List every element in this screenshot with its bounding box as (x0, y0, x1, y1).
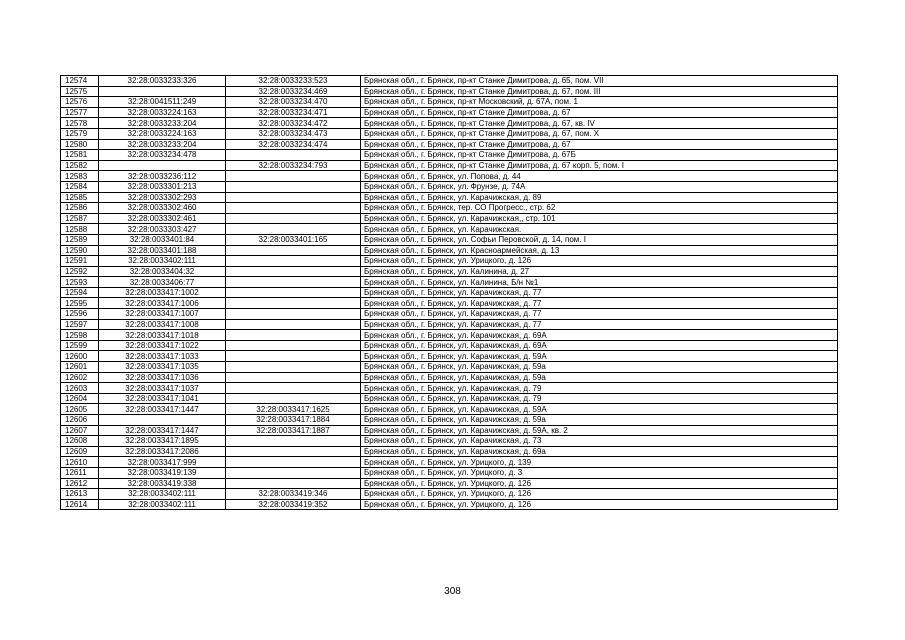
row-number-cell: 12577 (61, 107, 99, 118)
cadastral-number-cell: 32:28:0033406:77 (99, 277, 226, 288)
cadastral-table (60, 75, 838, 510)
cadastral-number-cell: 32:28:0033417:1447 (99, 425, 226, 436)
table-row (61, 340, 838, 351)
table-row (61, 330, 838, 341)
object-cadastral-number-cell (226, 266, 361, 277)
cadastral-number-cell: 32:28:0033224:163 (99, 128, 226, 139)
row-number-cell: 12596 (61, 309, 99, 320)
address-cell: Брянская обл., г. Брянск, ул. Карачижская, д. 77 (361, 319, 838, 330)
address-cell: Брянская обл., г. Брянск, ул. Карачижская, д. 73 (361, 436, 838, 447)
row-number-cell: 12613 (61, 489, 99, 500)
address-cell: Брянская обл., г. Брянск, ул. Карачижская, д. 59а (361, 362, 838, 373)
address-cell: Брянская обл., г. Брянск, ул. Урицкого, д. 126 (361, 499, 838, 510)
cadastral-number-cell: 32:28:0033301:213 (99, 181, 226, 192)
table-row (61, 266, 838, 277)
cadastral-number-cell: 32:28:0033233:204 (99, 139, 226, 150)
address-cell: Брянская обл., г. Брянск, ул. Урицкого, д. 126 (361, 489, 838, 500)
cadastral-number-cell: 32:28:0033417:1008 (99, 319, 226, 330)
object-cadastral-number-cell (226, 330, 361, 341)
table-row (61, 192, 838, 203)
row-number-cell: 12592 (61, 266, 99, 277)
table-row (61, 256, 838, 267)
address-cell: Брянская обл., г. Брянск, ул. Карачижская, д. 59А (361, 351, 838, 362)
cadastral-number-cell: 32:28:0033417:1022 (99, 340, 226, 351)
cadastral-number-cell: 32:28:0033302:460 (99, 203, 226, 214)
object-cadastral-number-cell: 32:28:0033234:474 (226, 139, 361, 150)
cadastral-number-cell: 32:28:0033417:1018 (99, 330, 226, 341)
row-number-cell: 12584 (61, 181, 99, 192)
address-cell: Брянская обл., г. Брянск, ул. Карачижская, д. 77 (361, 309, 838, 320)
row-number-cell: 12591 (61, 256, 99, 267)
row-number-cell: 12603 (61, 383, 99, 394)
table-row (61, 383, 838, 394)
row-number-cell: 12578 (61, 118, 99, 129)
address-cell: Брянская обл., г. Брянск, ул. Карачижская, д. 59А (361, 404, 838, 415)
address-cell: Брянская обл., г. Брянск, пр-кт Станке Димитрова, д. 67 корп. 5, пом. I (361, 160, 838, 171)
table-row (61, 107, 838, 118)
cadastral-number-cell (99, 160, 226, 171)
object-cadastral-number-cell (226, 372, 361, 383)
table-row (61, 287, 838, 298)
table-row (61, 171, 838, 182)
object-cadastral-number-cell (226, 298, 361, 309)
row-number-cell: 12599 (61, 340, 99, 351)
cadastral-number-cell: 32:28:0033303:427 (99, 224, 226, 235)
cadastral-number-cell: 32:28:0033401:84 (99, 234, 226, 245)
page-number: 308 (444, 586, 461, 597)
row-number-cell: 12614 (61, 499, 99, 510)
object-cadastral-number-cell (226, 478, 361, 489)
cadastral-number-cell: 32:28:0033401:188 (99, 245, 226, 256)
table-row (61, 362, 838, 373)
cadastral-number-cell (99, 415, 226, 426)
row-number-cell: 12598 (61, 330, 99, 341)
object-cadastral-number-cell: 32:28:0033401:165 (226, 234, 361, 245)
cadastral-number-cell: 32:28:0033417:1007 (99, 309, 226, 320)
object-cadastral-number-cell: 32:28:0033234:470 (226, 97, 361, 108)
cadastral-number-cell: 32:28:0033417:2086 (99, 446, 226, 457)
address-cell: Брянская обл., г. Брянск, ул. Карачижская, д. 59А, кв. 2 (361, 425, 838, 436)
table-row (61, 499, 838, 510)
cadastral-number-cell: 32:28:0033402:111 (99, 489, 226, 500)
object-cadastral-number-cell: 32:28:0033417:1887 (226, 425, 361, 436)
cadastral-number-cell: 32:28:0033417:1035 (99, 362, 226, 373)
address-cell: Брянская обл., г. Брянск, ул. Урицкого, д. 139 (361, 457, 838, 468)
object-cadastral-number-cell (226, 256, 361, 267)
address-cell: Брянская обл., г. Брянск, ул. Карачижская, д. 79 (361, 383, 838, 394)
object-cadastral-number-cell: 32:28:0033234:473 (226, 128, 361, 139)
row-number-cell: 12601 (61, 362, 99, 373)
row-number-cell: 12579 (61, 128, 99, 139)
table-row (61, 372, 838, 383)
object-cadastral-number-cell (226, 457, 361, 468)
row-number-cell: 12585 (61, 192, 99, 203)
address-cell: Брянская обл., г. Брянск, ул. Красноармейская, д. 13 (361, 245, 838, 256)
row-number-cell: 12582 (61, 160, 99, 171)
object-cadastral-number-cell: 32:28:0033417:1884 (226, 415, 361, 426)
object-cadastral-number-cell (226, 150, 361, 161)
table-row (61, 128, 838, 139)
address-cell: Брянская обл., г. Брянск, ул. Попова, д. 44 (361, 171, 838, 182)
row-number-cell: 12575 (61, 86, 99, 97)
address-cell: Брянская обл., г. Брянск, ул. Урицкого, д. 126 (361, 478, 838, 489)
address-cell: Брянская обл., г. Брянск, пр-кт Станке Димитрова, д. 67, пом. III (361, 86, 838, 97)
cadastral-number-cell: 32:28:0033302:293 (99, 192, 226, 203)
cadastral-number-cell: 32:28:0033417:1037 (99, 383, 226, 394)
table-row (61, 309, 838, 320)
table-row (61, 213, 838, 224)
cadastral-number-cell: 32:28:0033224:163 (99, 107, 226, 118)
table-row (61, 425, 838, 436)
object-cadastral-number-cell (226, 436, 361, 447)
object-cadastral-number-cell: 32:28:0033419:346 (226, 489, 361, 500)
cadastral-table-body (61, 76, 838, 510)
table-row (61, 234, 838, 245)
table-row (61, 277, 838, 288)
row-number-cell: 12600 (61, 351, 99, 362)
cadastral-number-cell: 32:28:0033417:1006 (99, 298, 226, 309)
row-number-cell: 12609 (61, 446, 99, 457)
table-row (61, 181, 838, 192)
address-cell: Брянская обл., г. Брянск, ул. Карачижская, д. 77 (361, 298, 838, 309)
address-cell: Брянская обл., г. Брянск, пр-кт Станке Димитрова, д. 67 (361, 107, 838, 118)
cadastral-number-cell: 32:28:0033417:1033 (99, 351, 226, 362)
row-number-cell: 12608 (61, 436, 99, 447)
address-cell: Брянская обл., г. Брянск, пр-кт Московский, д. 67А, пом. 1 (361, 97, 838, 108)
row-number-cell: 12587 (61, 213, 99, 224)
cadastral-number-cell: 32:28:0033302:461 (99, 213, 226, 224)
row-number-cell: 12588 (61, 224, 99, 235)
object-cadastral-number-cell: 32:28:0033234:793 (226, 160, 361, 171)
row-number-cell: 12576 (61, 97, 99, 108)
table-row (61, 245, 838, 256)
address-cell: Брянская обл., г. Брянск, ул. Фрунзе, д. 74А (361, 181, 838, 192)
address-cell: Брянская обл., г. Брянск, пр-кт Станке Димитрова, д. 67Б (361, 150, 838, 161)
cadastral-number-cell: 32:28:0033417:1002 (99, 287, 226, 298)
row-number-cell: 12595 (61, 298, 99, 309)
cadastral-number-cell: 32:28:0033233:326 (99, 76, 226, 87)
object-cadastral-number-cell (226, 181, 361, 192)
address-cell: Брянская обл., г. Брянск, пр-кт Станке Димитрова, д. 65, пом. VII (361, 76, 838, 87)
address-cell: Брянская обл., г. Брянск, ул. Карачижская. (361, 224, 838, 235)
table-row (61, 76, 838, 87)
address-cell: Брянская обл., г. Брянск, ул. Урицкого, д. 3 (361, 467, 838, 478)
table-row (61, 160, 838, 171)
row-number-cell: 12590 (61, 245, 99, 256)
cadastral-number-cell: 32:28:0041511:249 (99, 97, 226, 108)
table-row (61, 139, 838, 150)
object-cadastral-number-cell: 32:28:0033234:469 (226, 86, 361, 97)
object-cadastral-number-cell (226, 245, 361, 256)
address-cell: Брянская обл., г. Брянск, тер. СО Прогресс., стр. 62 (361, 203, 838, 214)
cadastral-number-cell: 32:28:0033402:111 (99, 499, 226, 510)
object-cadastral-number-cell (226, 393, 361, 404)
row-number-cell: 12612 (61, 478, 99, 489)
cadastral-number-cell: 32:28:0033404:32 (99, 266, 226, 277)
address-cell: Брянская обл., г. Брянск, ул. Карачижская, д. 59а (361, 415, 838, 426)
table-row (61, 298, 838, 309)
row-number-cell: 12611 (61, 467, 99, 478)
address-cell: Брянская обл., г. Брянск, ул. Карачижская, д. 59а (361, 372, 838, 383)
object-cadastral-number-cell (226, 224, 361, 235)
cadastral-number-cell: 32:28:0033419:139 (99, 467, 226, 478)
object-cadastral-number-cell (226, 287, 361, 298)
table-row (61, 319, 838, 330)
cadastral-number-cell: 32:28:0033234:478 (99, 150, 226, 161)
row-number-cell: 12589 (61, 234, 99, 245)
row-number-cell: 12581 (61, 150, 99, 161)
object-cadastral-number-cell (226, 171, 361, 182)
object-cadastral-number-cell (226, 362, 361, 373)
row-number-cell: 12586 (61, 203, 99, 214)
address-cell: Брянская обл., г. Брянск, пр-кт Станке Димитрова, д. 67 (361, 139, 838, 150)
table-row (61, 118, 838, 129)
object-cadastral-number-cell: 32:28:0033233:523 (226, 76, 361, 87)
object-cadastral-number-cell: 32:28:0033419:352 (226, 499, 361, 510)
object-cadastral-number-cell (226, 192, 361, 203)
table-row (61, 203, 838, 214)
row-number-cell: 12602 (61, 372, 99, 383)
table-row (61, 457, 838, 468)
object-cadastral-number-cell (226, 383, 361, 394)
table-row (61, 467, 838, 478)
object-cadastral-number-cell (226, 203, 361, 214)
table-row (61, 436, 838, 447)
address-cell: Брянская обл., г. Брянск, ул. Карачижская, д. 89 (361, 192, 838, 203)
cadastral-number-cell: 32:28:0033417:1895 (99, 436, 226, 447)
row-number-cell: 12607 (61, 425, 99, 436)
cadastral-number-cell: 32:28:0033419:338 (99, 478, 226, 489)
table-row (61, 478, 838, 489)
table-row (61, 393, 838, 404)
row-number-cell: 12610 (61, 457, 99, 468)
cadastral-number-cell (99, 86, 226, 97)
row-number-cell: 12574 (61, 76, 99, 87)
table-row (61, 150, 838, 161)
table-row (61, 224, 838, 235)
table-row (61, 351, 838, 362)
object-cadastral-number-cell (226, 446, 361, 457)
object-cadastral-number-cell (226, 351, 361, 362)
address-cell: Брянская обл., г. Брянск, ул. Софьи Перовской, д. 14, пом. I (361, 234, 838, 245)
object-cadastral-number-cell: 32:28:0033417:1625 (226, 404, 361, 415)
row-number-cell: 12580 (61, 139, 99, 150)
table-row (61, 415, 838, 426)
cadastral-number-cell: 32:28:0033402:111 (99, 256, 226, 267)
object-cadastral-number-cell (226, 277, 361, 288)
cadastral-number-cell: 32:28:0033233:204 (99, 118, 226, 129)
cadastral-number-cell: 32:28:0033417:999 (99, 457, 226, 468)
cadastral-number-cell: 32:28:0033417:1041 (99, 393, 226, 404)
table-row (61, 86, 838, 97)
address-cell: Брянская обл., г. Брянск, ул. Карачижская, д. 79 (361, 393, 838, 404)
row-number-cell: 12606 (61, 415, 99, 426)
row-number-cell: 12593 (61, 277, 99, 288)
object-cadastral-number-cell: 32:28:0033234:471 (226, 107, 361, 118)
address-cell: Брянская обл., г. Брянск, ул. Калинина, Б/н №1 (361, 277, 838, 288)
address-cell: Брянская обл., г. Брянск, ул. Карачижская, д. 69А (361, 340, 838, 351)
address-cell: Брянская обл., г. Брянск, пр-кт Станке Димитрова, д. 67, пом. X (361, 128, 838, 139)
address-cell: Брянская обл., г. Брянск, ул. Калинина, д. 27 (361, 266, 838, 277)
object-cadastral-number-cell (226, 467, 361, 478)
row-number-cell: 12597 (61, 319, 99, 330)
row-number-cell: 12604 (61, 393, 99, 404)
object-cadastral-number-cell (226, 340, 361, 351)
row-number-cell: 12583 (61, 171, 99, 182)
address-cell: Брянская обл., г. Брянск, ул. Карачижская, д. 77 (361, 287, 838, 298)
table-row (61, 446, 838, 457)
address-cell: Брянская обл., г. Брянск, ул. Урицкого, д. 126 (361, 256, 838, 267)
cadastral-number-cell: 32:28:0033417:1036 (99, 372, 226, 383)
table-row (61, 97, 838, 108)
address-cell: Брянская обл., г. Брянск, пр-кт Станке Димитрова, д. 67, кв. IV (361, 118, 838, 129)
object-cadastral-number-cell: 32:28:0033234:472 (226, 118, 361, 129)
object-cadastral-number-cell (226, 309, 361, 320)
table-row (61, 404, 838, 415)
table-row (61, 489, 838, 500)
cadastral-number-cell: 32:28:0033236:112 (99, 171, 226, 182)
row-number-cell: 12594 (61, 287, 99, 298)
address-cell: Брянская обл., г. Брянск, ул. Карачижская, д. 69а (361, 446, 838, 457)
object-cadastral-number-cell (226, 213, 361, 224)
cadastral-number-cell: 32:28:0033417:1447 (99, 404, 226, 415)
row-number-cell: 12605 (61, 404, 99, 415)
address-cell: Брянская обл., г. Брянск, ул. Карачижская,, стр. 101 (361, 213, 838, 224)
object-cadastral-number-cell (226, 319, 361, 330)
address-cell: Брянская обл., г. Брянск, ул. Карачижская, д. 69А (361, 330, 838, 341)
